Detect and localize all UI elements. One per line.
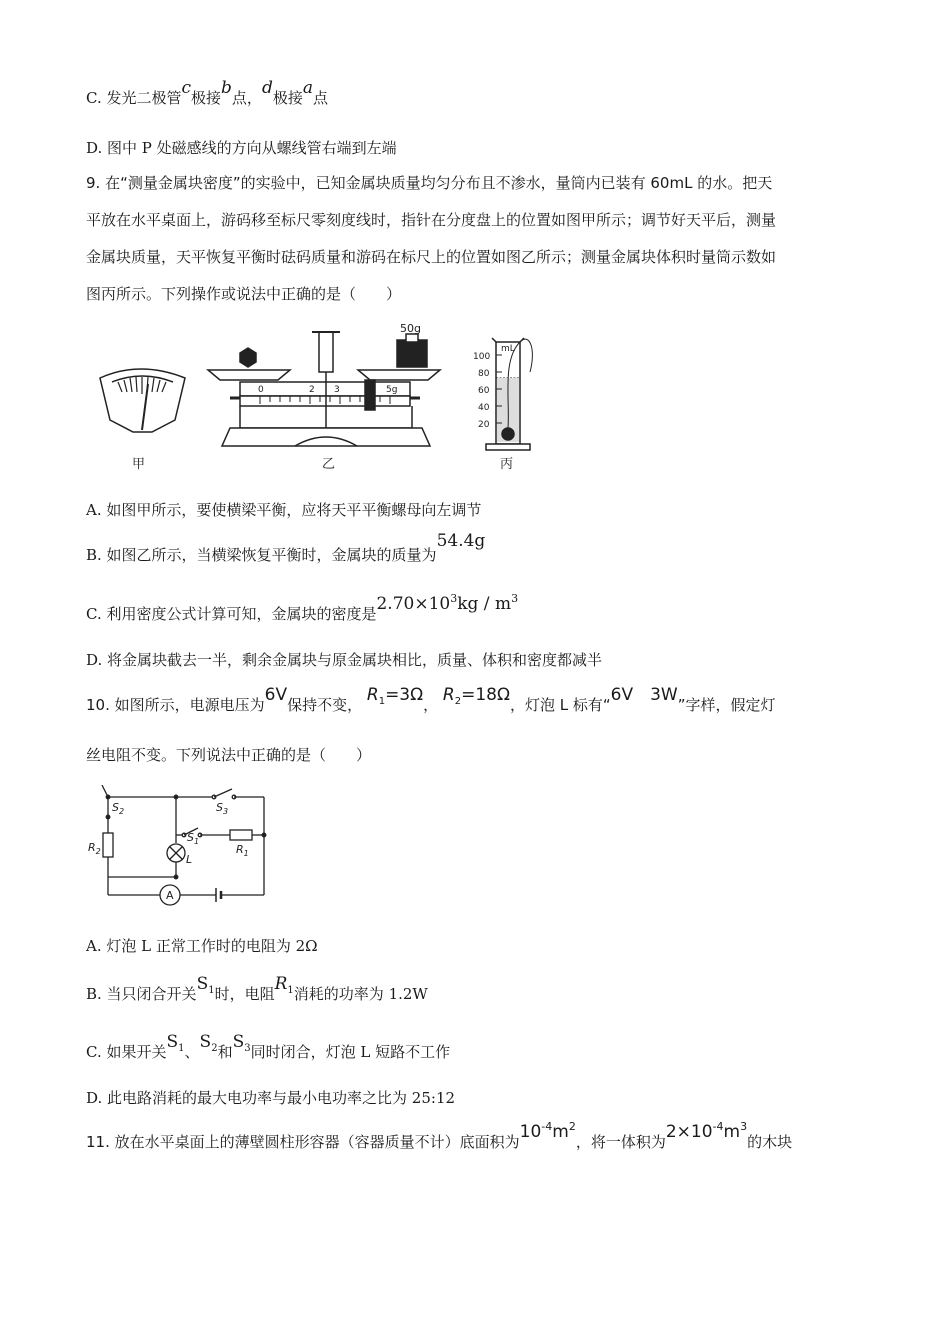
question-9-line-2: 平放在水平桌面上，游码移至标尺零刻度线时，指针在分度盘上的位置如图甲所示；调节好天平后，测量 [86,211,777,229]
label-yi: 乙 [322,457,336,472]
option-a-q10: A. 灯泡 L 正常工作时的电阻为 2Ω [86,937,318,955]
svg-text:0: 0 [258,385,264,395]
figure-q9 [90,320,560,480]
weight-label: 50g [400,322,421,335]
svg-text:20: 20 [478,420,490,430]
svg-text:mL: mL [501,344,515,354]
option-c-q8: C. 发光二极管c极接b点，d极接a点 [86,78,328,107]
option-c-q9: C. 利用密度公式计算可知，金属块的密度是$2.70\times 10^3kg / m^3$ [86,592,519,623]
question-9-line-1: 9. 在“测量金属块密度”的实验中，已知金属块质量均匀分布且不渗水，量筒内已装有 60mL 的水。把天 [86,174,773,192]
ammeter-label: A [166,889,174,902]
option-d-q9: D. 将金属块截去一半，剩余金属块与原金属块相比，质量、体积和密度都减半 [86,651,603,669]
svg-text:2: 2 [309,385,315,395]
question-10-line-1: 10. 如图所示，电源电压为6V保持不变， $R_1=3\Omega$， $R_2=18\Omega$，灯泡 L 标有“6V 3W”字样，假定灯 [86,685,776,714]
figure-q10 [86,785,276,915]
cylinder-diagram [486,338,532,450]
svg-text:3: 3 [334,385,340,395]
label-bing: 丙 [500,457,514,472]
question-11-line-1: 11. 放在水平桌面上的薄壁圆柱形容器（容器质量不计）底面积为$10^{-4}m^2$，将一体积为$2\times 10^{-4}m^3$的木块 [86,1120,793,1151]
question-10-line-2: 丝电阻不变。下列说法中正确的是（ ） [86,746,372,764]
option-c-q10: C. 如果开关$S_1$、$S_2$和$S_3$同时闭合，灯泡 L 短路不工作 [86,1032,451,1061]
option-d-q8: D. 图中 P 处磁感线的方向从螺线管右端到左端 [86,139,397,157]
label-jia: 甲 [132,457,146,472]
option-b-q10: B. 当只闭合开关$S_1$时，电阻$R_1$消耗的功率为 1.2W [86,974,428,1003]
option-b-q9: B. 如图乙所示，当横梁恢复平衡时，金属块的质量为54.4g [86,531,486,564]
option-a-q9: A. 如图甲所示，要使横梁平衡，应将天平平衡螺母向左调节 [86,501,482,519]
question-9-line-3: 金属块质量，天平恢复平衡时砝码质量和游码在标尺上的位置如图乙所示；测量金属块体积时量筒示数如 [86,248,777,266]
question-9-line-4: 图丙所示。下列操作或说法中正确的是（ ） [86,285,402,303]
svg-text:L: L [186,853,193,866]
option-d-q10: D. 此电路消耗的最大电功率与最小电功率之比为 25:12 [86,1089,456,1107]
svg-text:S2: $S_2$ [112,801,125,816]
svg-text:R1: $R_1$ [236,843,249,858]
svg-text:R2: $R_2$ [88,841,101,856]
svg-text:5g: 5g [386,385,398,395]
svg-text:100: 100 [473,352,491,362]
svg-text:S1: $S_1$ [187,831,200,846]
balance-diagram [208,332,440,446]
svg-text:80: 80 [478,369,490,379]
svg-text:60: 60 [478,386,490,396]
svg-text:S3: $S_3$ [216,801,229,816]
svg-text:40: 40 [478,403,490,413]
dial-diagram [100,369,185,432]
